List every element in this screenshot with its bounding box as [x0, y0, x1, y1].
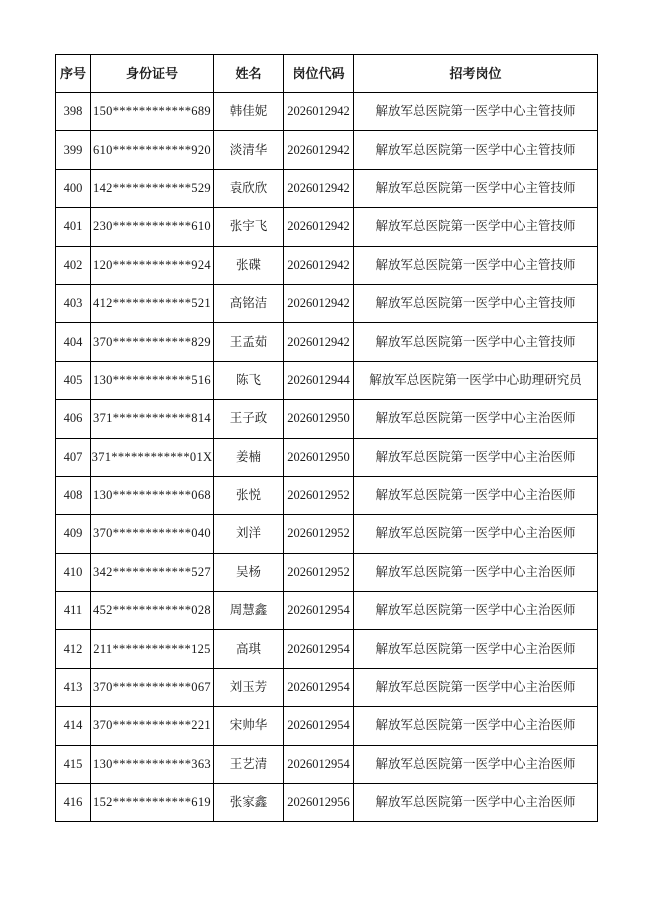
table-row — [56, 553, 598, 591]
cell-name: 袁欣欣 — [214, 169, 284, 207]
cell-name: 王子政 — [214, 400, 284, 438]
cell-seq: 406 — [56, 400, 91, 438]
cell-id-number: 130************516 — [91, 361, 214, 399]
cell-id-number: 130************363 — [91, 745, 214, 783]
table-row — [56, 630, 598, 668]
cell-seq: 405 — [56, 361, 91, 399]
table-row — [56, 93, 598, 131]
cell-name: 张悦 — [214, 476, 284, 514]
cell-seq: 411 — [56, 592, 91, 630]
cell-position: 解放军总医院第一医学中心主管技师 — [354, 131, 598, 169]
cell-id-number: 412************521 — [91, 284, 214, 322]
table-row — [56, 515, 598, 553]
cell-position: 解放军总医院第一医学中心主治医师 — [354, 745, 598, 783]
recruitment-roster-table — [55, 54, 598, 822]
cell-name: 陈飞 — [214, 361, 284, 399]
cell-seq: 400 — [56, 169, 91, 207]
cell-position-code: 2026012954 — [284, 745, 354, 783]
cell-seq: 404 — [56, 323, 91, 361]
cell-position-code: 2026012942 — [284, 131, 354, 169]
cell-id-number: 211************125 — [91, 630, 214, 668]
cell-seq: 401 — [56, 208, 91, 246]
cell-position-code: 2026012952 — [284, 515, 354, 553]
cell-position: 解放军总医院第一医学中心主治医师 — [354, 515, 598, 553]
cell-seq: 416 — [56, 784, 91, 822]
cell-position: 解放军总医院第一医学中心主治医师 — [354, 784, 598, 822]
cell-name: 高铭洁 — [214, 284, 284, 322]
cell-position: 解放军总医院第一医学中心主管技师 — [354, 246, 598, 284]
table-row — [56, 592, 598, 630]
cell-name: 周慧鑫 — [214, 592, 284, 630]
cell-name: 吴杨 — [214, 553, 284, 591]
table-row — [56, 131, 598, 169]
cell-id-number: 152************619 — [91, 784, 214, 822]
cell-id-number: 342************527 — [91, 553, 214, 591]
cell-position: 解放军总医院第一医学中心主管技师 — [354, 208, 598, 246]
cell-position: 解放军总医院第一医学中心主治医师 — [354, 438, 598, 476]
cell-seq: 410 — [56, 553, 91, 591]
column-header-seq: 序号 — [56, 55, 91, 93]
cell-position-code: 2026012950 — [284, 438, 354, 476]
column-header-position-code: 岗位代码 — [284, 55, 354, 93]
table-row — [56, 438, 598, 476]
cell-name: 韩佳妮 — [214, 93, 284, 131]
table-row — [56, 361, 598, 399]
table-row — [56, 745, 598, 783]
cell-position: 解放军总医院第一医学中心主治医师 — [354, 630, 598, 668]
cell-position: 解放军总医院第一医学中心主治医师 — [354, 707, 598, 745]
cell-name: 王孟茹 — [214, 323, 284, 361]
cell-position: 解放军总医院第一医学中心助理研究员 — [354, 361, 598, 399]
cell-position-code: 2026012950 — [284, 400, 354, 438]
table-row — [56, 668, 598, 706]
cell-id-number: 130************068 — [91, 476, 214, 514]
cell-seq: 414 — [56, 707, 91, 745]
table-row — [56, 246, 598, 284]
cell-position-code: 2026012942 — [284, 208, 354, 246]
cell-position: 解放军总医院第一医学中心主治医师 — [354, 476, 598, 514]
cell-id-number: 371************01X — [91, 438, 214, 476]
cell-position: 解放军总医院第一医学中心主治医师 — [354, 400, 598, 438]
cell-id-number: 370************040 — [91, 515, 214, 553]
cell-position-code: 2026012942 — [284, 323, 354, 361]
cell-seq: 407 — [56, 438, 91, 476]
header-row — [56, 55, 598, 93]
table-row — [56, 707, 598, 745]
cell-name: 姜楠 — [214, 438, 284, 476]
cell-seq: 402 — [56, 246, 91, 284]
cell-name: 张家鑫 — [214, 784, 284, 822]
cell-position-code: 2026012942 — [284, 284, 354, 322]
cell-id-number: 370************829 — [91, 323, 214, 361]
cell-id-number: 120************924 — [91, 246, 214, 284]
cell-id-number: 370************067 — [91, 668, 214, 706]
cell-id-number: 142************529 — [91, 169, 214, 207]
column-header-name: 姓名 — [214, 55, 284, 93]
cell-seq: 415 — [56, 745, 91, 783]
cell-position-code: 2026012942 — [284, 169, 354, 207]
cell-id-number: 230************610 — [91, 208, 214, 246]
cell-position: 解放军总医院第一医学中心主管技师 — [354, 323, 598, 361]
cell-position: 解放军总医院第一医学中心主管技师 — [354, 169, 598, 207]
cell-seq: 403 — [56, 284, 91, 322]
table-row — [56, 284, 598, 322]
table-row — [56, 784, 598, 822]
cell-position-code: 2026012954 — [284, 668, 354, 706]
cell-position: 解放军总医院第一医学中心主管技师 — [354, 93, 598, 131]
cell-position-code: 2026012954 — [284, 592, 354, 630]
column-header-id-number: 身份证号 — [91, 55, 214, 93]
cell-id-number: 452************028 — [91, 592, 214, 630]
cell-name: 刘玉芳 — [214, 668, 284, 706]
table-row — [56, 323, 598, 361]
cell-position: 解放军总医院第一医学中心主治医师 — [354, 592, 598, 630]
cell-seq: 409 — [56, 515, 91, 553]
cell-id-number: 371************814 — [91, 400, 214, 438]
cell-name: 王艺清 — [214, 745, 284, 783]
table-row — [56, 169, 598, 207]
cell-position: 解放军总医院第一医学中心主治医师 — [354, 668, 598, 706]
column-header-position: 招考岗位 — [354, 55, 598, 93]
cell-seq: 398 — [56, 93, 91, 131]
cell-id-number: 370************221 — [91, 707, 214, 745]
table-row — [56, 400, 598, 438]
cell-seq: 413 — [56, 668, 91, 706]
cell-position-code: 2026012942 — [284, 246, 354, 284]
cell-name: 张宇飞 — [214, 208, 284, 246]
cell-position: 解放军总医院第一医学中心主管技师 — [354, 284, 598, 322]
cell-name: 高琪 — [214, 630, 284, 668]
cell-position: 解放军总医院第一医学中心主治医师 — [354, 553, 598, 591]
cell-id-number: 610************920 — [91, 131, 214, 169]
cell-position-code: 2026012954 — [284, 630, 354, 668]
cell-position-code: 2026012944 — [284, 361, 354, 399]
cell-seq: 399 — [56, 131, 91, 169]
table-row — [56, 476, 598, 514]
cell-name: 淡清华 — [214, 131, 284, 169]
cell-position-code: 2026012952 — [284, 553, 354, 591]
table-row — [56, 208, 598, 246]
cell-position-code: 2026012954 — [284, 707, 354, 745]
cell-name: 刘洋 — [214, 515, 284, 553]
table-body — [56, 93, 598, 822]
cell-id-number: 150************689 — [91, 93, 214, 131]
cell-seq: 408 — [56, 476, 91, 514]
cell-name: 张碟 — [214, 246, 284, 284]
cell-position-code: 2026012956 — [284, 784, 354, 822]
cell-seq: 412 — [56, 630, 91, 668]
cell-position-code: 2026012942 — [284, 93, 354, 131]
cell-name: 宋帅华 — [214, 707, 284, 745]
cell-position-code: 2026012952 — [284, 476, 354, 514]
